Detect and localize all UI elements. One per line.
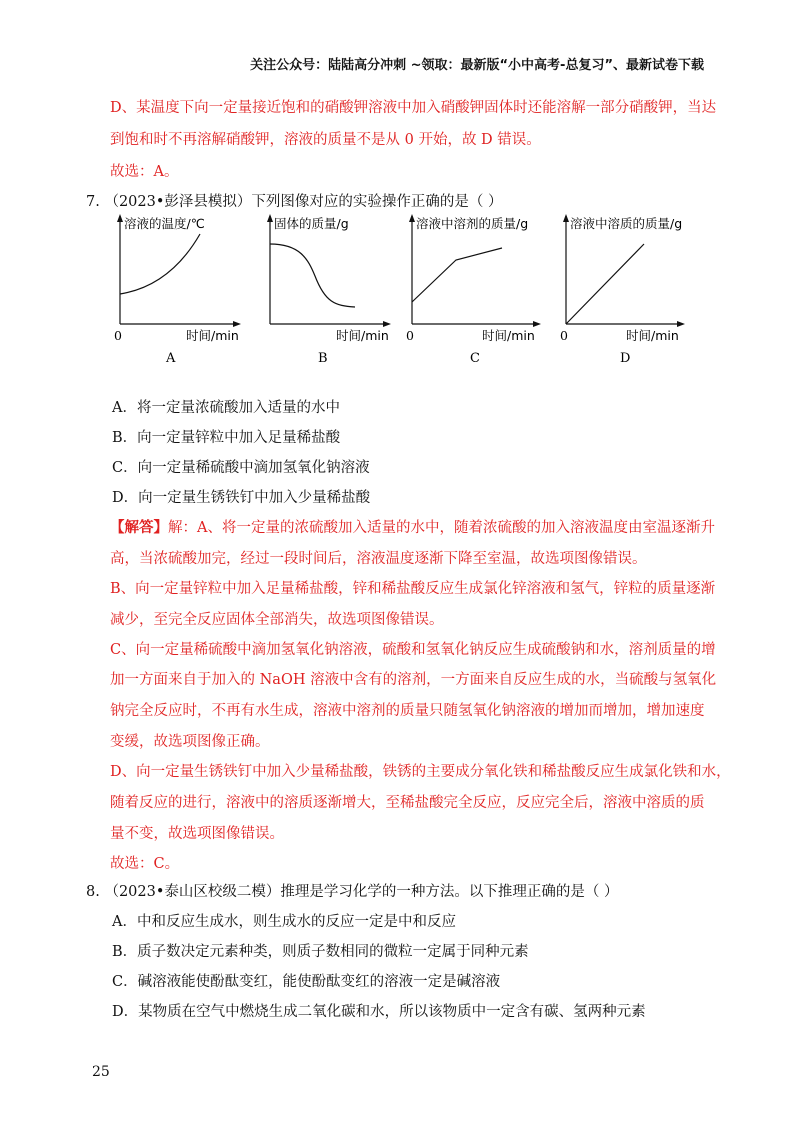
chart-b	[260, 214, 400, 364]
q8-option-a: A．中和反应生成水，则生成水的反应一定是中和反应	[112, 914, 456, 930]
q7-solution-line-3: B、向一定量锌粒中加入足量稀盐酸，锌和稀盐酸反应生成氯化锌溶液和氢气，锌粒的质量逐渐	[110, 581, 716, 597]
chart-c-ylabel: 溶液中溶剂的质量/g	[416, 216, 529, 231]
chart-b-label: B	[318, 351, 328, 366]
q7-option-b: B．向一定量锌粒中加入足量稀盐酸	[112, 430, 341, 446]
q7-stem: 7. （2023•彭泽县模拟）下列图像对应的实验操作正确的是（ ）	[86, 194, 503, 210]
chart-a-svg	[110, 214, 250, 364]
chart-d-svg	[556, 214, 696, 364]
page-header: 关注公众号：陆陆高分冲刺 ~领取：最新版“小中高考-总复习”、最新试卷下载	[250, 58, 704, 73]
q7-solution-line-5: C、向一定量稀硫酸中滴加氢氧化钠溶液，硫酸和氢氧化钠反应生成硫酸钠和水，溶剂质量的增	[110, 642, 716, 658]
chart-a-label: A	[166, 351, 176, 366]
chart-d-x-arrow	[677, 321, 685, 327]
chart-c-svg	[402, 214, 552, 364]
q8-stem: 8. （2023•泰山区校级二模）推理是学习化学的一种方法。以下推理正确的是（ ）	[86, 884, 619, 900]
q8-option-b: B．质子数决定元素种类，则质子数相同的微粒一定属于同种元素	[112, 944, 529, 960]
chart-d-label: D	[620, 351, 631, 366]
chart-a	[110, 214, 250, 364]
chart-a-xlabel: 时间/min	[186, 328, 239, 343]
chart-c-x-arrow	[533, 321, 541, 327]
q7-solution-line-2: 高，当浓硫酸加完，经过一段时间后，溶液温度逐渐下降至室温，故选项图像错误。	[110, 551, 647, 567]
chart-d-curve	[566, 244, 644, 324]
chart-b-y-arrow	[267, 214, 273, 222]
q7-solution-line-7: 钠完全反应时，不再有水生成，溶液中溶剂的质量只随氢氧化钠溶液的增加而增加，增加速度	[110, 703, 705, 719]
q8-option-c: C．碱溶液能使酚酞变红，能使酚酞变红的溶液一定是碱溶液	[112, 974, 501, 990]
chart-d-origin: 0	[560, 328, 568, 343]
chart-b-xlabel: 时间/min	[336, 328, 389, 343]
chart-d-xlabel: 时间/min	[626, 328, 679, 343]
chart-a-y-arrow	[117, 214, 123, 222]
q7-option-c: C．向一定量稀硫酸中滴加氢氧化钠溶液	[112, 460, 370, 476]
page-number: 25	[92, 1064, 110, 1080]
q7-solution-line-6: 加一方面来自于加入的 NaOH 溶液中含有的溶剂，一方面来自反应生成的水，当硫酸与氢氧化	[110, 672, 717, 688]
prev-solution-d-line-2: 到饱和时不再溶解硝酸钾，溶液的质量不是从 0 开始，故 D 错误。	[110, 132, 541, 148]
chart-b-x-arrow	[383, 321, 391, 327]
q7-solution-line-10: 随着反应的进行，溶液中的溶质逐渐增大，至稀盐酸完全反应，反应完全后，溶液中溶质的质	[110, 795, 705, 811]
q7-answer: 故选：C。	[110, 856, 180, 872]
chart-c-y-arrow	[409, 214, 415, 222]
prev-answer: 故选：A。	[110, 164, 179, 180]
chart-d-y-arrow	[563, 214, 569, 222]
chart-a-ylabel: 溶液的温度/℃	[124, 216, 205, 231]
q7-solution-line-9: D、向一定量生锈铁钉中加入少量稀盐酸，铁锈的主要成分氧化铁和稀盐酸反应生成氯化铁和水，	[110, 764, 731, 780]
q7-solution-line-1	[110, 516, 715, 537]
chart-a-origin: 0	[114, 328, 122, 343]
q7-solution-line-8: 变缓，故选项图像正确。	[110, 734, 270, 750]
prev-solution-d-line-1: D、某温度下向一定量接近饱和的硝酸钾溶液中加入硝酸钾固体时还能溶解一部分硝酸钾，当达	[110, 100, 717, 116]
chart-b-ylabel: 固体的质量/g	[274, 216, 349, 231]
chart-c	[402, 214, 552, 364]
q7-solution-line-4: 减少，至完全反应固体全部消失，故选项图像错误。	[110, 612, 444, 628]
q8-option-d: D．某物质在空气中燃烧生成二氧化碳和水，所以该物质中一定含有碳、氢两种元素	[112, 1004, 646, 1020]
chart-a-curve	[120, 234, 200, 294]
chart-d-ylabel: 溶液中溶质的质量/g	[570, 216, 683, 231]
chart-b-svg	[260, 214, 400, 364]
q7-solution-tag: 【解答】	[110, 519, 168, 536]
q7-solution-line-11: 量不变，故选项图像错误。	[110, 826, 284, 842]
chart-b-curve	[270, 244, 355, 307]
q7-solution-text-1: 解：A、将一定量的浓硫酸加入适量的水中，随着浓硫酸的加入溶液温度由室温逐渐升	[168, 520, 715, 536]
q7-option-d: D．向一定量生锈铁钉中加入少量稀盐酸	[112, 490, 371, 506]
chart-d	[556, 214, 696, 364]
chart-c-origin: 0	[406, 328, 414, 343]
chart-a-x-arrow	[233, 321, 241, 327]
chart-c-curve	[412, 248, 502, 302]
chart-c-xlabel: 时间/min	[482, 328, 535, 343]
q7-option-a: A．将一定量浓硫酸加入适量的水中	[112, 400, 340, 416]
chart-c-label: C	[470, 351, 480, 366]
